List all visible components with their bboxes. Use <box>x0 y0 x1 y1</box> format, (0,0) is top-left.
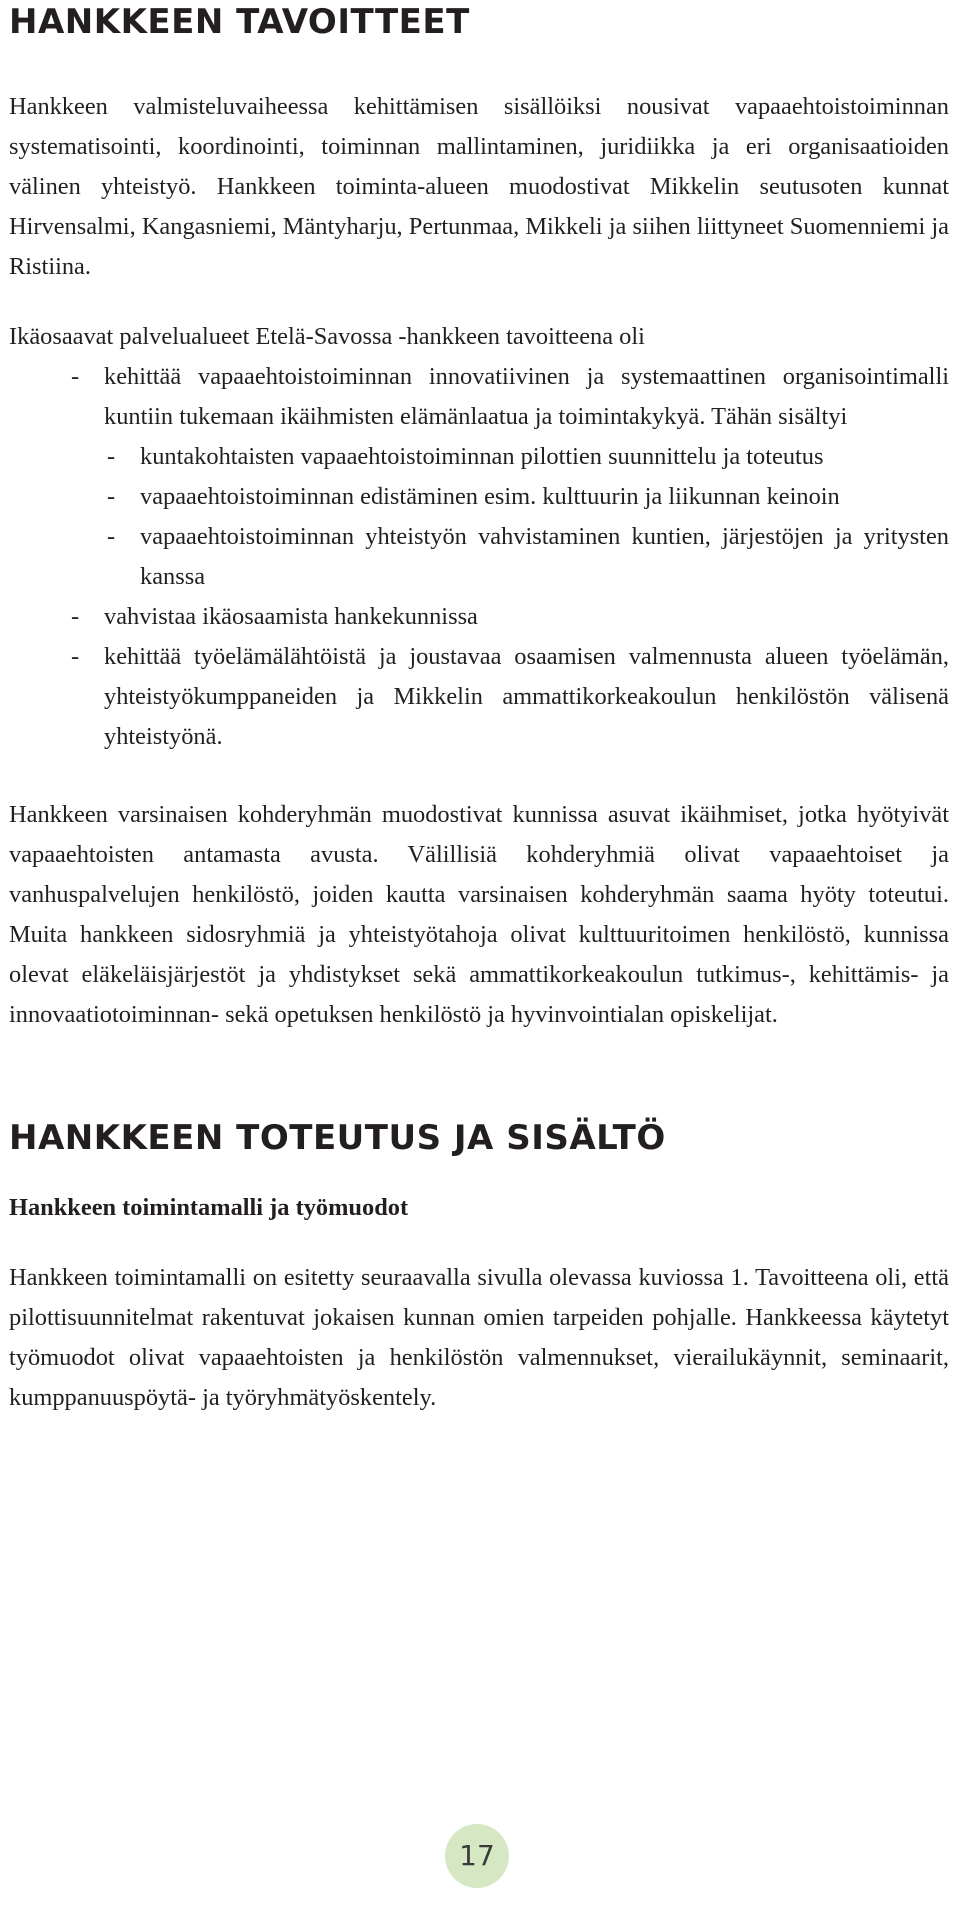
paragraph-background: Hankkeen valmisteluvaiheessa kehittämisen sisällöiksi nousivat vapaaehtoistoiminnan systematisointi, koordinointi, toiminnan mallintaminen, juridiikka ja eri organisaatioiden välinen yhteistyö. Hankkeen toiminta-alueen muodostivat Mikkelin seutusoten kunnat Hirvensalmi, Kangasniemi, Mäntyharju, Pertunmaa, Mikkeli ja siihen liittyneet Suomenniemi ja Ristiina. <box>9 93 949 280</box>
list-dash: - <box>107 483 116 510</box>
list-item <box>9 477 949 517</box>
goals-list-continued <box>9 597 949 757</box>
list-dash: - <box>107 523 116 550</box>
sub-goals-list <box>9 437 949 597</box>
section-heading-implementation: HANKKEEN TOTEUTUS JA SISÄLTÖ <box>9 1118 666 1158</box>
section-heading-goals: HANKKEEN TAVOITTEET <box>9 2 470 42</box>
page-content <box>9 0 949 1418</box>
subheading-operating-model: Hankkeen toimintamalli ja työmuodot <box>9 1194 409 1221</box>
goal-sub-intro: Tähän sisältyi <box>711 403 848 430</box>
sub-goal-text: vapaaehtoistoiminnan yhteistyön vahvistaminen kuntien, järjestöjen ja yritysten kanssa <box>140 523 949 590</box>
list-item <box>9 597 949 637</box>
list-item <box>9 357 949 437</box>
page-number-badge: 17 <box>445 1824 509 1888</box>
goal-text: kehittää vapaaehtoistoiminnan innovatiivinen ja systemaattinen organisointimalli kuntiin tukemaan ikäihmisten elämänlaatua ja toimintakykyä. <box>104 363 949 430</box>
list-item <box>9 637 949 757</box>
list-dash: - <box>107 443 116 470</box>
list-dash: - <box>71 603 80 630</box>
paragraph-target-groups: Hankkeen varsinaisen kohderyhmän muodostivat kunnissa asuvat ikäihmiset, jotka hyötyivät vapaaehtoisten antamasta avusta. Välillisiä kohderyhmiä olivat vapaaehtoiset ja vanhuspalvelujen henkilöstö, joiden kautta varsinaisen kohderyhmän saama hyöty toteutui. Muita hankkeen sidosryhmiä ja yhteistyötahoja olivat kulttuuritoimen henkilöstö, kunnissa olevat eläkeläisjärjestöt ja yhdistykset sekä ammattikorkeakoulun tutkimus-, kehittämis- ja innovaatiotoiminnan- sekä opetuksen henkilöstö ja hyvinvointialan opiskelijat. <box>9 801 949 1028</box>
goals-list <box>9 357 949 437</box>
list-dash: - <box>71 643 80 670</box>
list-dash: - <box>71 363 80 390</box>
sub-goal-text: kuntakohtaisten vapaaehtoistoiminnan pilottien suunnittelu ja toteutus <box>140 443 824 470</box>
list-item <box>9 517 949 597</box>
sub-goal-text: vapaaehtoistoiminnan edistäminen esim. kulttuurin ja liikunnan keinoin <box>140 483 840 510</box>
goal-text: kehittää työelämälähtöistä ja joustavaa osaamisen valmennusta alueen työelämän, yhteistyökumppaneiden ja Mikkelin ammattikorkeakoulun henkilöstön välisenä yhteistyönä. <box>104 643 949 750</box>
list-item <box>9 437 949 477</box>
paragraph-goals-intro: Ikäosaavat palvelualueet Etelä-Savossa -hankkeen tavoitteena oli <box>9 323 645 350</box>
goal-text: vahvistaa ikäosaamista hankekunnissa <box>104 603 478 630</box>
paragraph-operating-model: Hankkeen toimintamalli on esitetty seuraavalla sivulla olevassa kuviossa 1. Tavoitteena oli, että pilottisuunnitelmat rakentuvat jokaisen kunnan omien tarpeiden pohjalle. Hankkeessa käytetyt työmuodot olivat vapaaehtoisten ja henkilöstön valmennukset, vierailukäynnit, seminaarit, kumppanuuspöytä- ja työryhmätyöskentely. <box>9 1264 949 1411</box>
